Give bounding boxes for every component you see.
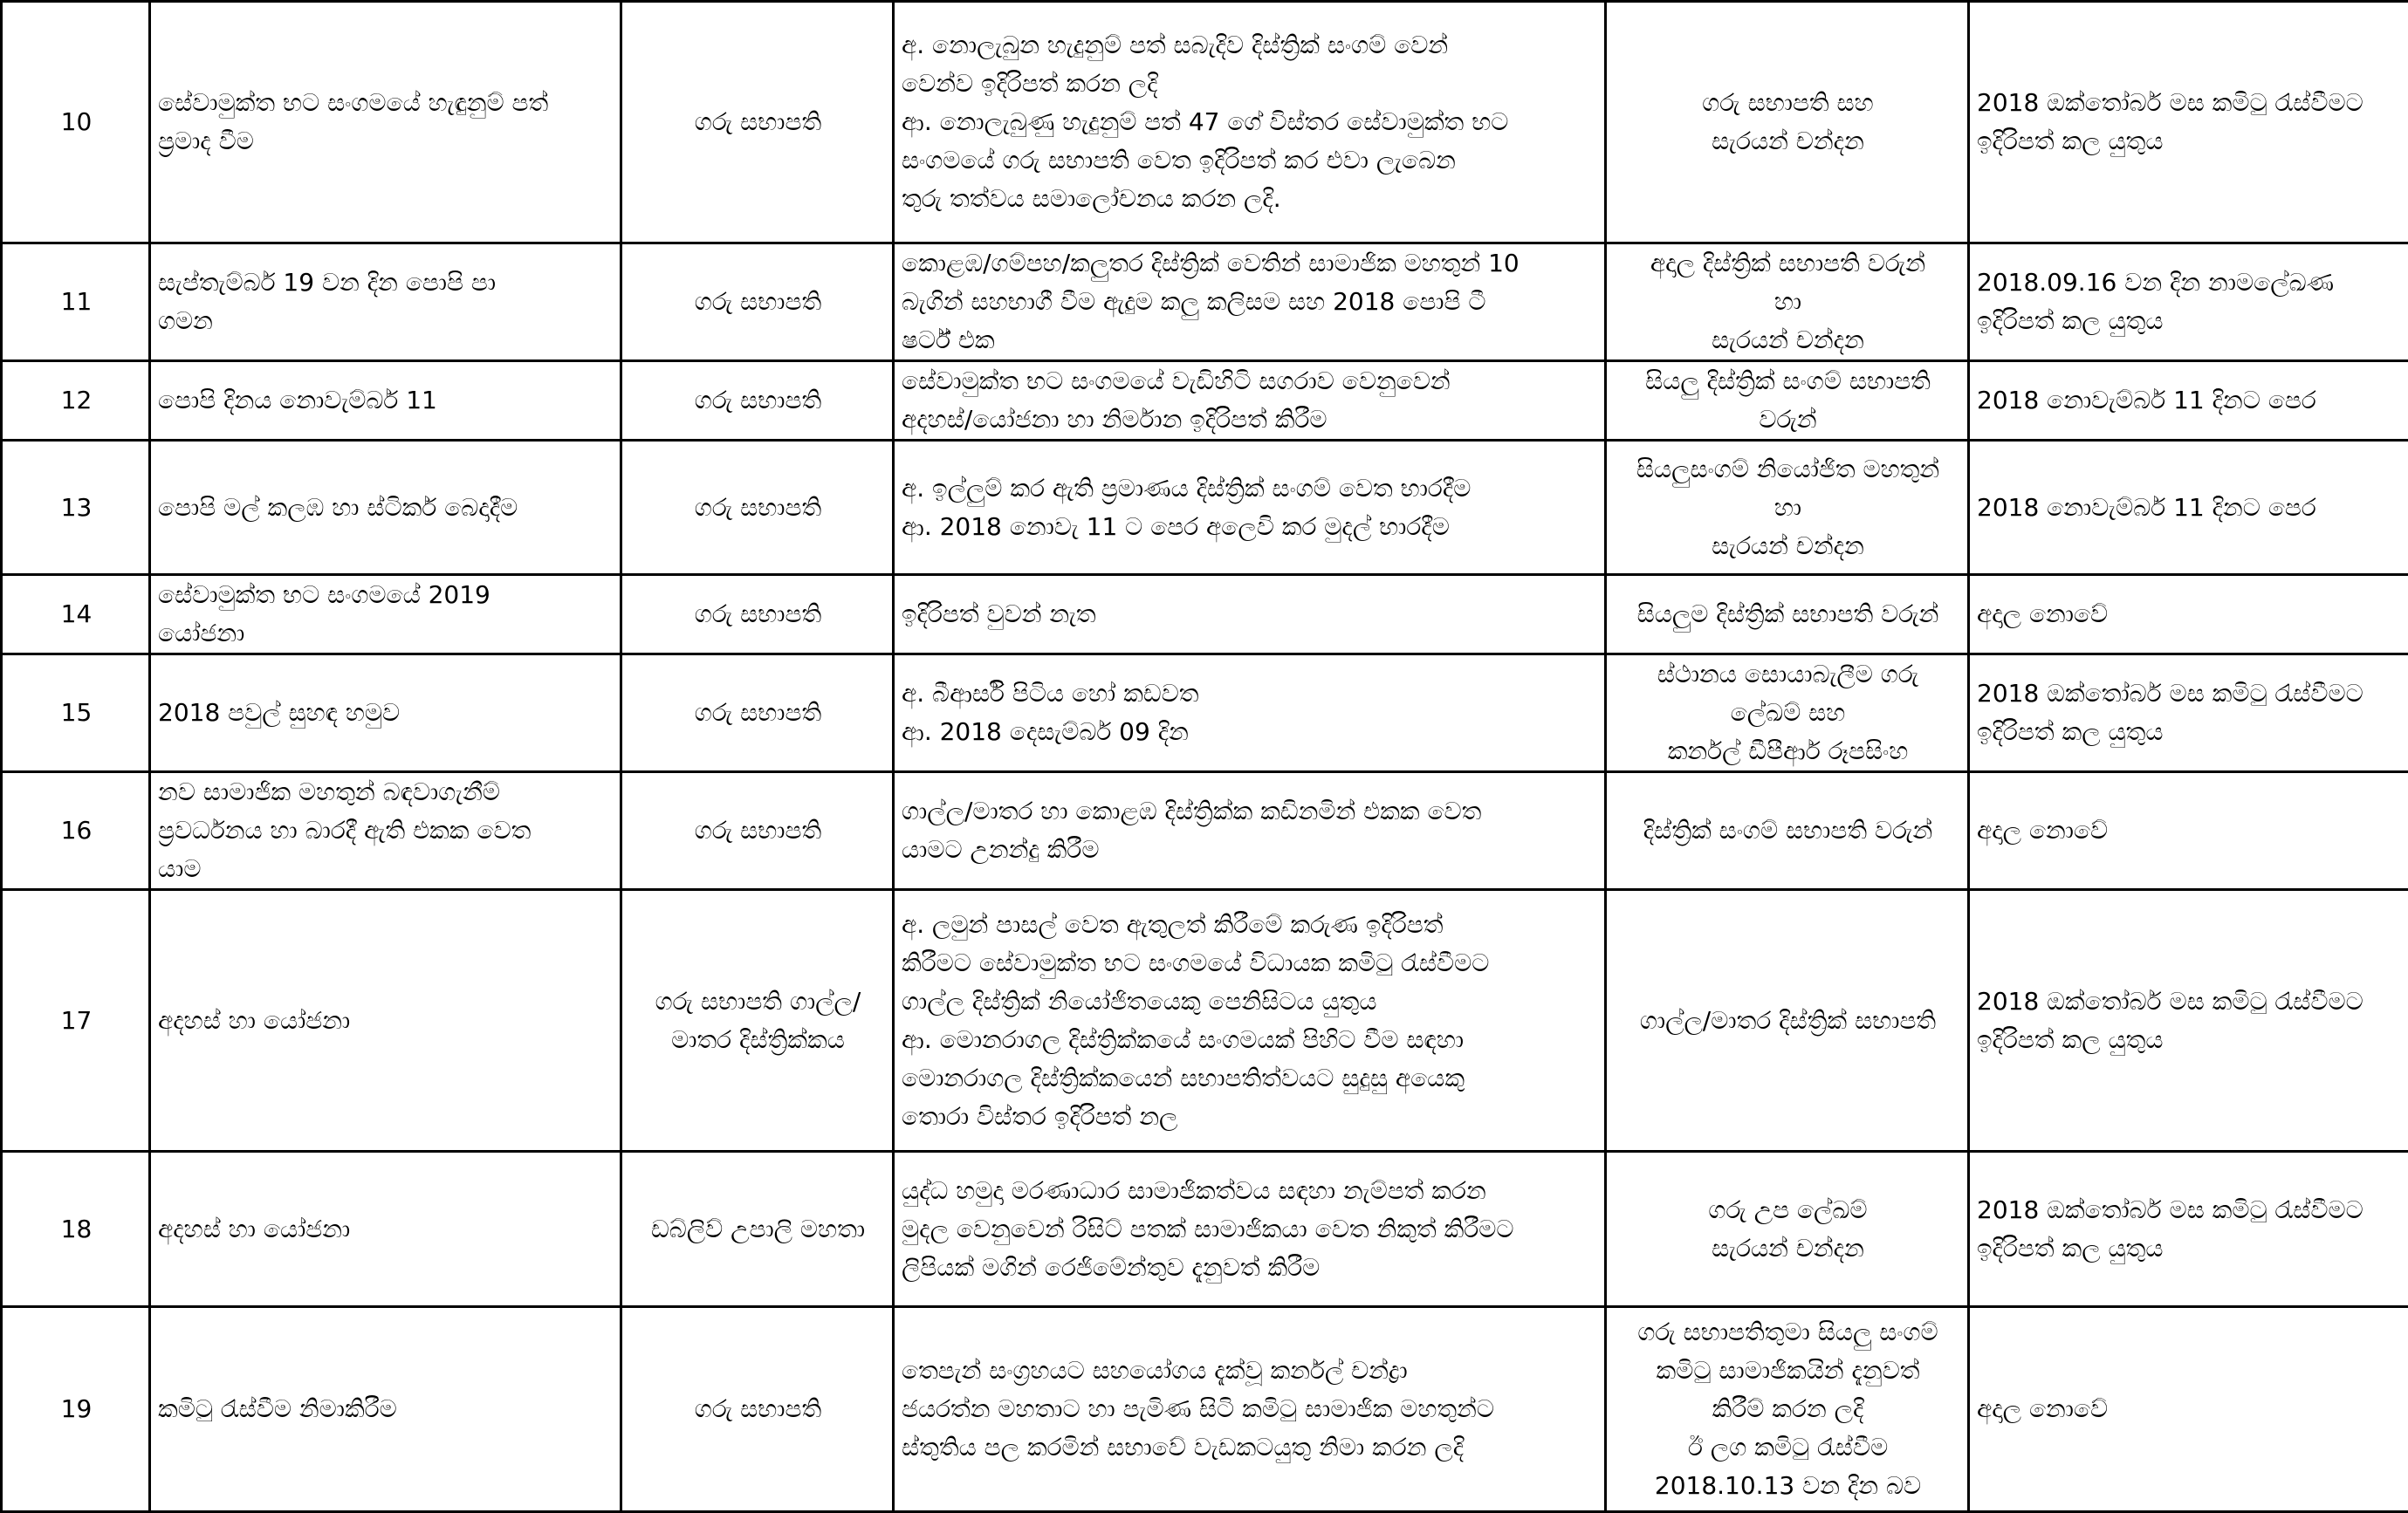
table-row [2,575,2408,654]
discussion-cell [894,2,1606,243]
subject-line: ප්‍රමාද වීම [158,122,614,161]
deadline-cell [1969,1152,2408,1307]
responsible-cell [621,890,894,1152]
discussion-line: අ. ඉල්ලුම් කර ඇති ප්‍රමාණය දිස්ත්‍රික් සංගම් වෙත භාරදීම [902,469,1599,508]
responsible-line: ගරු සභාපති [629,283,887,321]
discussion-line: තුරු තත්වය සමාලෝචනය කරන ලදි. [902,180,1599,218]
discussion-line: කිරීමට සේවාමුක්ත භට සංගමයේ විධායක කමිටු රැස්වීමට [902,944,1599,982]
responsible-line: ඩබ්ලිව් උපාලි මහතා [629,1210,887,1249]
item-number-cell: 13 [2,441,150,575]
responsible-line: ගරු සභාපති ගාල්ල/ [629,982,887,1021]
subject-cell [150,361,621,441]
discussion-line: කොළඹ/ගම්පහ/කලුතර දිස්ත්‍රික් වෙතින් සාමාජික මහතුන් 10 [902,244,1599,283]
discussion-line: අදහස්/යෝජනා හා නිර්මාන ඉදිරිපත් කිරීම [902,400,1599,439]
item-number-cell: 17 [2,890,150,1152]
item-number-cell: 14 [2,575,150,654]
participants-cell [1606,575,1969,654]
discussion-cell [894,441,1606,575]
subject-line: පොපි දිනය නොවැම්බර් 11 [158,381,614,420]
deadline-line: ඉදිරිපත් කල යුතුය [1977,302,2403,340]
discussion-line: ආ. 2018 නොවැ 11 ට පෙර අලෙවි කර මුදල් භාරදීම [902,508,1599,546]
responsible-line: ගරු සභාපති [629,381,887,420]
responsible-cell [621,2,894,243]
table-row [2,361,2408,441]
table-row [2,890,2408,1152]
discussion-line: සංගමයේ ගරු සභාපති වෙත ඉදිරිපත් කර එවා ලැබෙන [902,141,1599,180]
participants-line: ලේඛම් සහ [1614,694,1962,732]
participants-line: කර්නල් ඩීපීආර් රූපසිංහ [1614,732,1962,770]
responsible-line: ගරු සභාපති [629,1390,887,1428]
deadline-cell [1969,654,2408,772]
subject-cell [150,2,621,243]
item-number-cell: 11 [2,243,150,361]
deadline-cell [1969,243,2408,361]
participants-line: සියලුම දිස්ත්‍රික් සභාපති වරුන් [1614,595,1962,633]
item-number-cell: 15 [2,654,150,772]
subject-cell [150,441,621,575]
subject-cell [150,243,621,361]
responsible-cell [621,361,894,441]
item-number-cell: 10 [2,2,150,243]
discussion-line: තොරා විස්තර ඉදිරිපත් නල [902,1098,1599,1136]
deadline-line: ඉදිරිපත් කල යුතුය [1977,122,2403,161]
item-number-cell: 18 [2,1152,150,1307]
table-row [2,243,2408,361]
deadline-line: 2018 නොවැම්බර් 11 දිනට පෙර [1977,381,2403,420]
discussion-line: ගාල්ල දිස්ත්‍රික් නියෝජිතයෙකු පෙනිසිටය යුතුය [902,982,1599,1021]
responsible-line: ගරු සභාපති [629,103,887,141]
participants-cell [1606,2,1969,243]
deadline-line: 2018 ඔක්තෝබර් මස කමිටු රැස්වීමට [1977,1191,2403,1229]
responsible-cell [621,1307,894,1512]
discussion-line: ආ. මොනරාගල දිස්ත්‍රික්කයේ සංගමයක් පිහිට වීම සඳහා [902,1021,1599,1059]
discussion-line: තෙපැන් සංග්‍රහයට සහයෝගය දැක්වූ කර්නල් චන්ද්‍රා [902,1352,1599,1390]
responsible-cell [621,575,894,654]
deadline-cell [1969,890,2408,1152]
subject-line: යාම [158,850,614,888]
subject-line: නව සාමාජික මහතුන් බඳවාගැනීම් [158,773,614,811]
participants-cell [1606,361,1969,441]
item-number-cell: 12 [2,361,150,441]
deadline-cell [1969,1307,2408,1512]
deadline-cell [1969,361,2408,441]
participants-line: හා [1614,489,1962,527]
discussion-cell [894,890,1606,1152]
table-row [2,1152,2408,1307]
discussion-cell [894,1152,1606,1307]
subject-cell [150,575,621,654]
participants-cell [1606,441,1969,575]
subject-line: ප්‍රවර්ධනය හා බාරදී ඇති එකක වෙත [158,811,614,850]
participants-cell [1606,1307,1969,1512]
participants-line: වරුන් [1614,400,1962,439]
discussion-line: බැගින් සහභාගී වීම ඇදුම කලු කලිසම සහ 2018 පොපි ටී [902,283,1599,321]
responsible-line: ගරු සභාපති [629,489,887,527]
table-row [2,772,2408,890]
discussion-line: අ. නොලැබුන හැදුනුම් පත් සබැදිව දිස්ත්‍රික් සංගම් වෙන් [902,26,1599,65]
participants-line: ගරු සභාපතිතුමා සියලු සංගම් [1614,1313,1962,1352]
participants-line: සියලු දිස්ත්‍රික් සංගම් සභාපති [1614,362,1962,400]
discussion-line: මුදල වෙනුවෙන් රිසිට් පතක් සාමාජිකයා වෙත නිකුත් කිරීමට [902,1210,1599,1249]
subject-line: 2018 පවුල් සුහඳ හමුව [158,694,614,732]
subject-line: සැප්තැම්බර් 19 වන දින පොපි පා [158,264,614,302]
responsible-cell [621,654,894,772]
deadline-line: 2018 නොවැම්බර් 11 දිනට පෙර [1977,489,2403,527]
participants-cell [1606,654,1969,772]
responsible-cell [621,1152,894,1307]
deadline-cell [1969,575,2408,654]
deadline-cell [1969,2,2408,243]
discussion-line: අ. ලමුන් පාසල් වෙත ඇතුලත් කිරීමේ කරුණ ඉදිරිපත් [902,906,1599,944]
deadline-line: 2018 ඔක්තෝබර් මස කමිටු රැස්වීමට [1977,982,2403,1021]
deadline-line: අදාල නොවේ [1977,595,2403,633]
discussion-line: ලිපියක් මගින් රෙජිමේන්තුව දැනුවත් කිරීම [902,1249,1599,1287]
participants-line: හා [1614,283,1962,321]
participants-line: සැරයන් චන්දන [1614,122,1962,161]
participants-line: දිස්ත්‍රික් සංගම් සභාපති වරුන් [1614,811,1962,850]
responsible-cell [621,441,894,575]
item-number-cell: 16 [2,772,150,890]
discussion-line: සේවාමුක්ත භට සංගමයේ වැඩිහිටි සගරාව වෙනුවෙන් [902,362,1599,400]
participants-line: සැරයන් චන්දන [1614,1229,1962,1268]
discussion-line: ෂර්ට් එක [902,321,1599,359]
subject-line: අදහස් හා යෝජනා [158,1002,614,1040]
table-row [2,441,2408,575]
participants-line: ගරු සභාපති සහ [1614,84,1962,122]
participants-cell [1606,1152,1969,1307]
subject-line: සේවාමුක්ත භට සංගමයේ 2019 [158,576,614,614]
subject-cell [150,1307,621,1512]
responsible-cell [621,243,894,361]
discussion-cell [894,772,1606,890]
deadline-line: ඉදිරිපත් කල යුතුය [1977,713,2403,751]
discussion-line: වෙන්ව ඉදිරිපත් කරන ලදි [902,65,1599,103]
responsible-line: මාතර දිස්ත්‍රික්කය [629,1021,887,1059]
subject-line: ගමන [158,302,614,340]
discussion-cell [894,575,1606,654]
subject-cell [150,772,621,890]
subject-line: සේවාමුක්ත භට සංගමයේ හැඳුනුම් පත් [158,84,614,122]
responsible-line: ගරු සභාපති [629,595,887,633]
discussion-cell [894,243,1606,361]
participants-line: සියලුසංගම් නියෝජිත මහතුන් [1614,450,1962,489]
discussion-line: ඉදිරිපත් වුවන් නැත [902,595,1599,633]
discussion-line: ගාල්ල/මාතර හා කොළඹ දිස්ත්‍රික්ක කඩිනමින් එකක වෙත [902,792,1599,831]
discussion-cell [894,1307,1606,1512]
table-row [2,654,2408,772]
deadline-line: අදාල නොවේ [1977,811,2403,850]
discussion-line: අ. බීආර්සි පිටිය හෝ කඩවත [902,674,1599,713]
discussion-line: ස්තුතිය පල කරමින් සභාවේ වැඩකටයුතු නිමා කරන ලදි [902,1428,1599,1467]
participants-cell [1606,772,1969,890]
discussion-cell [894,654,1606,772]
participants-cell [1606,243,1969,361]
participants-line: කිරීම් කරන ලදි [1614,1390,1962,1428]
responsible-cell [621,772,894,890]
participants-line: සැරයන් චන්දන [1614,527,1962,565]
subject-line: අදහස් හා යෝජනා [158,1210,614,1249]
participants-line: 2018.10.13 වන දින බව [1614,1467,1962,1505]
participants-line: ස්ථානය සොයාබැලීම ගරු [1614,655,1962,694]
responsible-line: ගරු සභාපති [629,694,887,732]
deadline-line: 2018.09.16 වන දින නාමලේඛණ [1977,264,2403,302]
responsible-line: ගරු සභාපති [629,811,887,850]
deadline-line: 2018 ඔක්තෝබර් මස කමිටු රැස්වීමට [1977,674,2403,713]
subject-line: කමිටු රැස්වීම නිමාකිරීම [158,1390,614,1428]
participants-line: ගාල්ල/මාතර දිස්ත්‍රික් සභාපති [1614,1002,1962,1040]
subject-cell [150,654,621,772]
subject-cell [150,1152,621,1307]
table-row [2,1307,2408,1512]
subject-line: යෝජනා [158,614,614,653]
deadline-line: ඉදිරිපත් කල යුතුය [1977,1021,2403,1059]
deadline-cell [1969,441,2408,575]
participants-cell [1606,890,1969,1152]
discussion-line: ආ. 2018 දෙසැම්බර් 09 දින [902,713,1599,751]
participants-line: සැරයන් චන්දන [1614,321,1962,359]
item-number-cell: 19 [2,1307,150,1512]
participants-line: කමිටු සාමාජිකයින් දැනුවත් [1614,1352,1962,1390]
discussion-line: ආ. නොලැබුණු හැදුනුම් පත් 47 ගේ විස්තර සේවාමුක්ත භට [902,103,1599,141]
discussion-line: යුද්ධ හමුදා මරණාධාර සාමාජිකත්වය සඳහා නැම්පත් කරන [902,1172,1599,1210]
discussion-line: ජයරත්න මහතාට හා පැමිණ සිටි කමිටු සාමාජික මහතුන්ට [902,1390,1599,1428]
deadline-line: අදාල නොවේ [1977,1390,2403,1428]
minutes-table-body [2,2,2408,1512]
subject-line: පොපි මල් කලඹ හා ස්ටිකර් බෙදාදීම [158,489,614,527]
subject-cell [150,890,621,1152]
table-row [2,2,2408,243]
deadline-line: 2018 ඔක්තෝබර් මස කමිටු රැස්වීමට [1977,84,2403,122]
discussion-cell [894,361,1606,441]
participants-line: ඊ ලග කමිටු රැස්වීම [1614,1428,1962,1467]
discussion-line: මොනරාගල දිස්ත්‍රික්කයෙන් සභාපතිත්වයට සුදුසු අයෙකු [902,1059,1599,1098]
participants-line: ගරු උප ලේඛම් [1614,1191,1962,1229]
discussion-line: යාමට උනන්දු කිරීම [902,831,1599,869]
participants-line: අදාල දිස්ත්‍රික් සභාපති වරුන් [1614,244,1962,283]
deadline-cell [1969,772,2408,890]
deadline-line: ඉදිරිපත් කල යුතුය [1977,1229,2403,1268]
